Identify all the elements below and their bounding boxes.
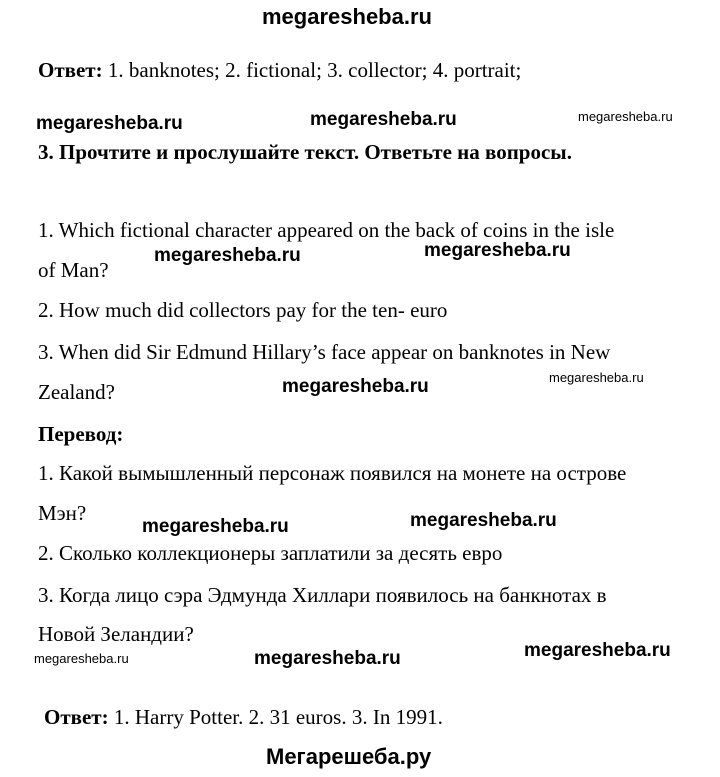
watermark: megaresheba.ru <box>424 240 571 261</box>
answer-line-1 <box>38 60 521 81</box>
watermark-small: megaresheba.ru <box>549 370 644 385</box>
watermark: megaresheba.ru <box>254 648 401 669</box>
answer-line-2 <box>44 707 443 728</box>
watermark: megaresheba.ru <box>142 516 289 537</box>
answer-text: 1. banknotes; 2. fictional; 3. collector; 4. portrait; <box>102 58 522 82</box>
watermark: megaresheba.ru <box>36 113 183 134</box>
translation-1-line-2: Мэн? <box>38 501 87 525</box>
question-2: 2. How much did collectors pay for the ten- euro <box>38 298 448 322</box>
footer-watermark: Мегарешеба.ру <box>266 744 432 769</box>
answer-text: 1. Harry Potter. 2. 31 euros. 3. In 1991. <box>108 705 443 729</box>
question-1-line-1: 1. Which fictional character appeared on the back of coins in the isle <box>38 218 615 242</box>
translation-1-line-1: 1. Какой вымышленный персонаж появился на монете на острове <box>38 461 627 485</box>
translation-heading: Перевод: <box>38 422 124 446</box>
translation-2: 2. Сколько коллекционеры заплатили за десять евро <box>38 541 503 565</box>
answer-label: Ответ: <box>44 705 109 729</box>
watermark: megaresheba.ru <box>154 245 301 266</box>
watermark: megaresheba.ru <box>524 640 671 661</box>
answer-label: Ответ: <box>38 58 103 82</box>
question-3-line-2: Zealand? <box>38 380 115 404</box>
watermark: megaresheba.ru <box>310 109 457 130</box>
watermark: megaresheba.ru <box>410 510 557 531</box>
question-1-line-2: of Man? <box>38 258 109 282</box>
translation-3-line-1: 3. Когда лицо сэра Эдмунда Хиллари появилось на банкнотах в <box>38 583 607 607</box>
translation-3-line-2: Новой Зеландии? <box>38 622 194 646</box>
watermark-small: megaresheba.ru <box>34 651 129 666</box>
question-3-line-1: 3. When did Sir Edmund Hillary’s face appear on banknotes in New <box>38 340 611 364</box>
watermark-small: megaresheba.ru <box>578 109 673 124</box>
header-watermark: megaresheba.ru <box>262 4 432 29</box>
watermark: megaresheba.ru <box>282 376 429 397</box>
task-heading: 3. Прочтите и прослушайте текст. Ответьте на вопросы. <box>38 140 572 164</box>
